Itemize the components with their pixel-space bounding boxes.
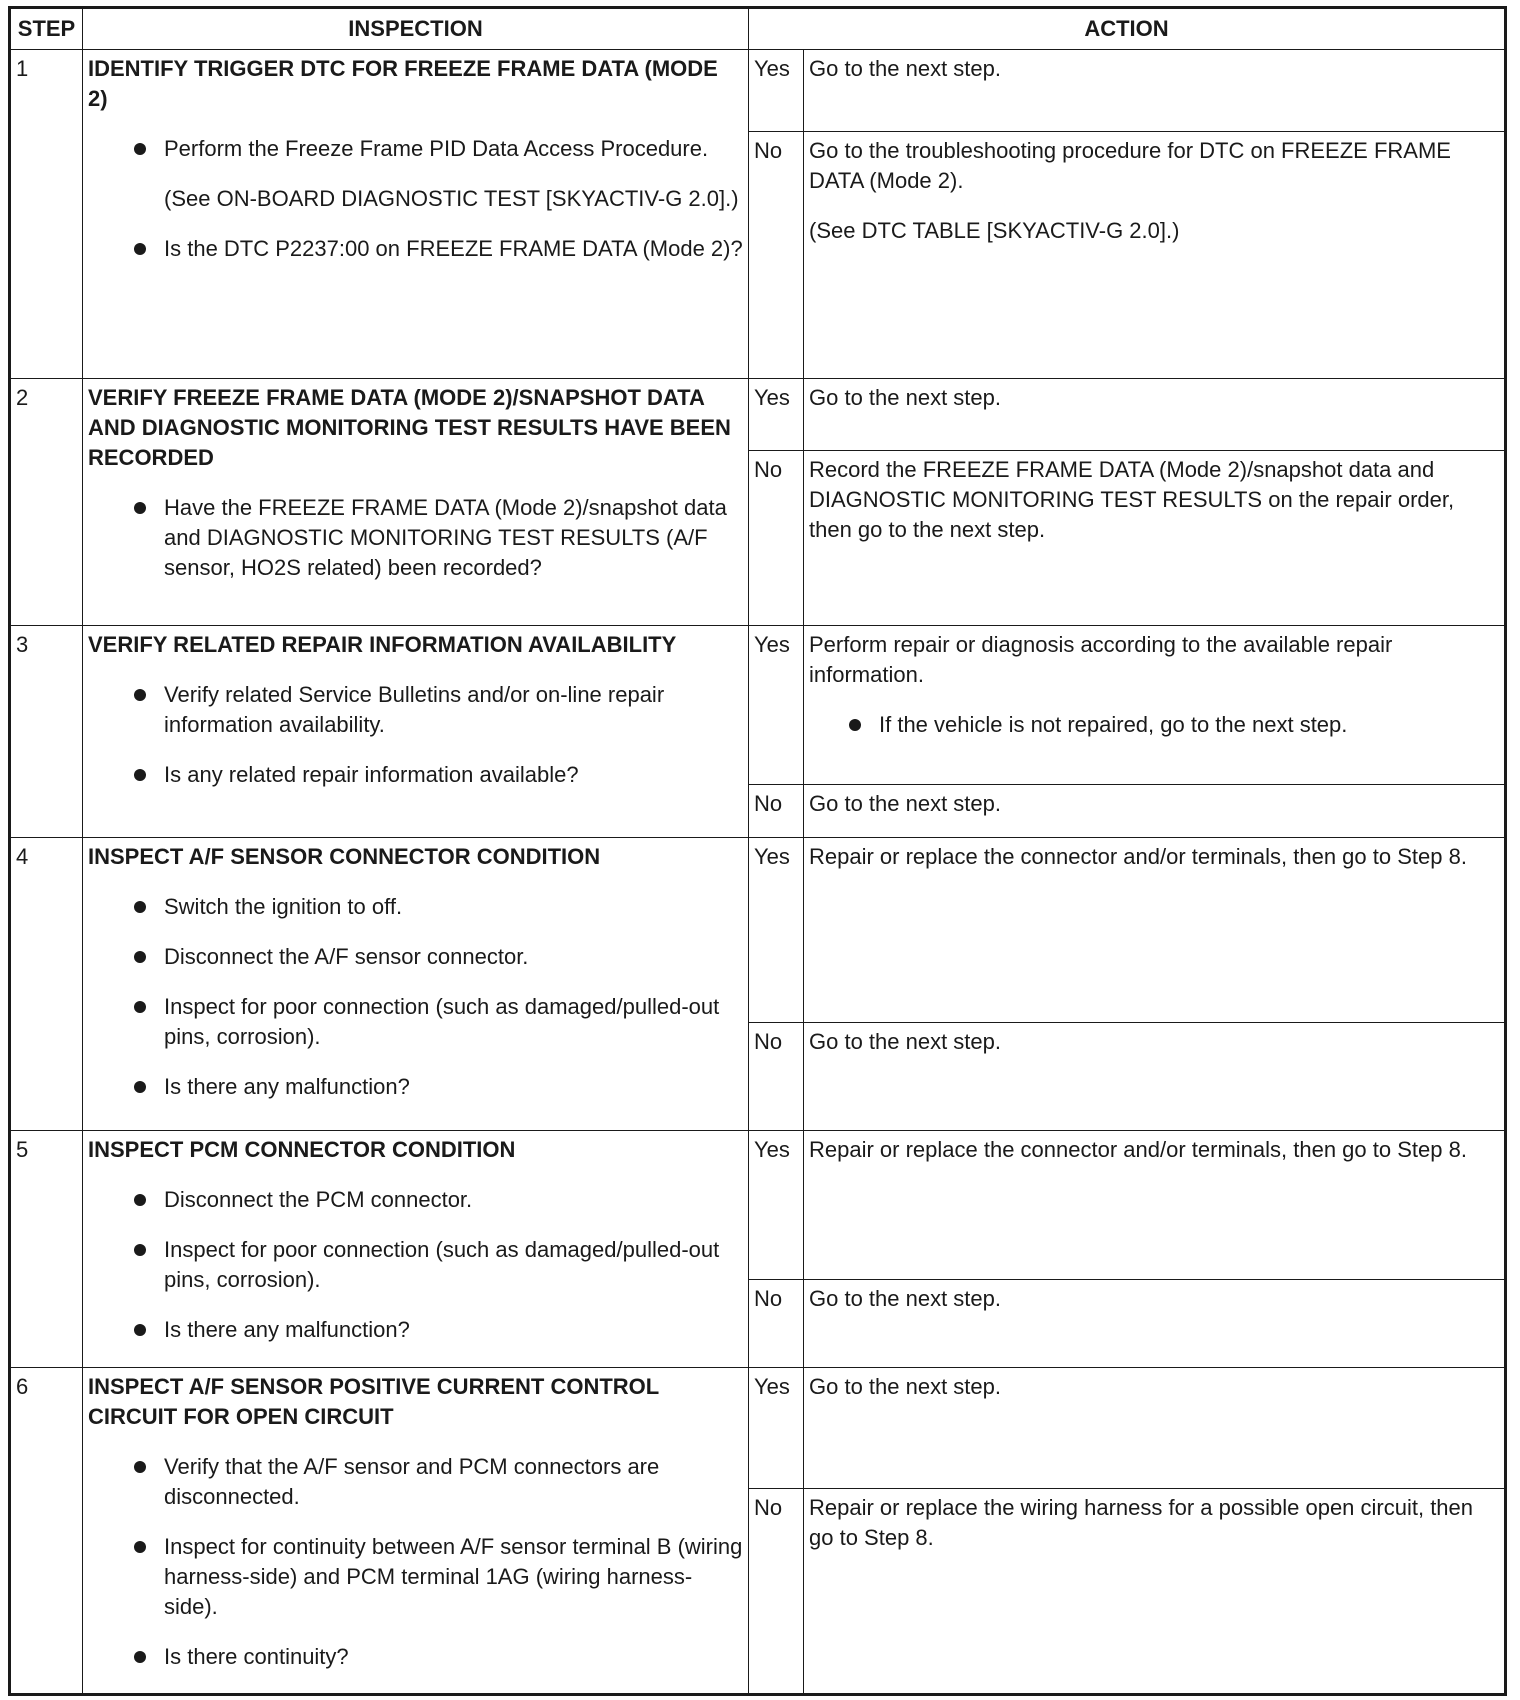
no-label: No [749, 1023, 804, 1131]
yes-label: Yes [749, 379, 804, 451]
action-text: Repair or replace the connector and/or terminals, then go to Step 8. [809, 1137, 1467, 1162]
action-text: Go to the next step. [809, 1029, 1002, 1054]
action-bullet-list [809, 710, 1499, 740]
inspection-bullet: Inspect for poor connection (such as damaged/pulled-out pins, corrosion). [134, 1235, 743, 1295]
action-text: Go to the next step. [809, 1374, 1002, 1399]
step-2-yes-row [10, 379, 1506, 451]
step-title: IDENTIFY TRIGGER DTC FOR FREEZE FRAME DATA (MODE 2) [88, 56, 718, 111]
inspection-bullet-list [88, 892, 743, 1102]
step-title: INSPECT PCM CONNECTOR CONDITION [88, 1137, 516, 1162]
inspection-bullet: Is any related repair information available? [134, 760, 743, 790]
inspection-bullet: Verify that the A/F sensor and PCM connectors are disconnected. [134, 1452, 743, 1512]
action-text: Repair or replace the connector and/or terminals, then go to Step 8. [809, 844, 1467, 869]
step-6-inspection [83, 1368, 749, 1695]
step-title: INSPECT A/F SENSOR POSITIVE CURRENT CONTROL CIRCUIT FOR OPEN CIRCUIT [88, 1374, 659, 1429]
table-header-row [10, 8, 1506, 50]
step-1-inspection [83, 50, 749, 379]
inspection-bullet-list [88, 1185, 743, 1345]
no-label: No [749, 1489, 804, 1695]
step-number: 4 [10, 838, 83, 1131]
step-2-inspection [83, 379, 749, 626]
reference-note: (See DTC TABLE [SKYACTIV-G 2.0].) [809, 218, 1180, 243]
no-label: No [749, 785, 804, 838]
no-action [804, 785, 1506, 838]
inspection-bullet: Is the DTC P2237:00 on FREEZE FRAME DATA (Mode 2)? [134, 234, 743, 264]
inspection-bullet-list [88, 1452, 743, 1672]
action-text: Go to the next step. [809, 56, 1002, 81]
action-text: Perform repair or diagnosis according to the available repair information. [809, 632, 1393, 687]
action-text: Go to the next step. [809, 1286, 1002, 1311]
reference-note: (See ON-BOARD DIAGNOSTIC TEST [SKYACTIV-G 2.0].) [164, 186, 739, 211]
action-bullet: If the vehicle is not repaired, go to the next step. [849, 710, 1499, 740]
yes-action [804, 379, 1506, 451]
yes-label: Yes [749, 1368, 804, 1489]
diagnostic-procedure-table [8, 6, 1507, 1696]
inspection-bullet: Inspect for poor connection (such as damaged/pulled-out pins, corrosion). [134, 992, 743, 1052]
no-label: No [749, 1280, 804, 1368]
step-title: VERIFY FREEZE FRAME DATA (MODE 2)/SNAPSHOT DATA AND DIAGNOSTIC MONITORING TEST RESULTS HAVE BEEN RECORDED [88, 385, 731, 470]
inspection-column-header: INSPECTION [83, 8, 749, 50]
step-6-yes-row [10, 1368, 1506, 1489]
step-title: INSPECT A/F SENSOR CONNECTOR CONDITION [88, 844, 601, 869]
inspection-bullet-list [88, 134, 743, 264]
no-action [804, 1280, 1506, 1368]
step-number: 6 [10, 1368, 83, 1695]
inspection-bullet-list [88, 493, 743, 583]
step-number: 5 [10, 1131, 83, 1368]
step-3-inspection [83, 626, 749, 838]
yes-action [804, 626, 1506, 785]
no-action [804, 1023, 1506, 1131]
step-5-yes-row [10, 1131, 1506, 1280]
inspection-bullet-list [88, 680, 743, 790]
diagnostic-procedure-page [8, 6, 1504, 1692]
step-title: VERIFY RELATED REPAIR INFORMATION AVAILABILITY [88, 632, 677, 657]
yes-action [804, 1131, 1506, 1280]
inspection-bullet: Disconnect the PCM connector. [134, 1185, 743, 1215]
step-4-yes-row [10, 838, 1506, 1023]
action-text: Go to the troubleshooting procedure for DTC on FREEZE FRAME DATA (Mode 2). [809, 138, 1451, 193]
yes-action [804, 838, 1506, 1023]
action-text: Record the FREEZE FRAME DATA (Mode 2)/snapshot data and DIAGNOSTIC MONITORING TEST RESULTS on the repair order, then go to the next step. [809, 457, 1455, 542]
no-action [804, 1489, 1506, 1695]
inspection-bullet: Inspect for continuity between A/F sensor terminal B (wiring harness-side) and PCM terminal 1AG (wiring harness-side). [134, 1532, 743, 1622]
action-text: Repair or replace the wiring harness for a possible open circuit, then go to Step 8. [809, 1495, 1474, 1550]
step-1-yes-row [10, 50, 1506, 132]
inspection-bullet: Is there any malfunction? [134, 1315, 743, 1345]
step-4-inspection [83, 838, 749, 1131]
action-text: Go to the next step. [809, 791, 1002, 816]
inspection-bullet: Disconnect the A/F sensor connector. [134, 942, 743, 972]
yes-label: Yes [749, 50, 804, 132]
action-text: Go to the next step. [809, 385, 1002, 410]
inspection-bullet: Is there continuity? [134, 1642, 743, 1672]
step-number: 2 [10, 379, 83, 626]
no-action [804, 451, 1506, 626]
step-5-inspection [83, 1131, 749, 1368]
step-column-header: STEP [10, 8, 83, 50]
yes-label: Yes [749, 838, 804, 1023]
inspection-bullet: Verify related Service Bulletins and/or on-line repair information availability. [134, 680, 743, 740]
step-3-yes-row [10, 626, 1506, 785]
inspection-bullet [134, 134, 743, 214]
inspection-bullet: Have the FREEZE FRAME DATA (Mode 2)/snapshot data and DIAGNOSTIC MONITORING TEST RESULTS (A/F sensor, HO2S related) been recorded? [134, 493, 743, 583]
no-action [804, 132, 1506, 379]
inspection-bullet: Switch the ignition to off. [134, 892, 743, 922]
action-column-header: ACTION [749, 8, 1506, 50]
yes-action [804, 1368, 1506, 1489]
step-number: 3 [10, 626, 83, 838]
no-label: No [749, 451, 804, 626]
bullet-text: Perform the Freeze Frame PID Data Access Procedure. [164, 136, 709, 161]
inspection-bullet: Is there any malfunction? [134, 1072, 743, 1102]
step-number: 1 [10, 50, 83, 379]
yes-label: Yes [749, 626, 804, 785]
yes-label: Yes [749, 1131, 804, 1280]
yes-action [804, 50, 1506, 132]
no-label: No [749, 132, 804, 379]
